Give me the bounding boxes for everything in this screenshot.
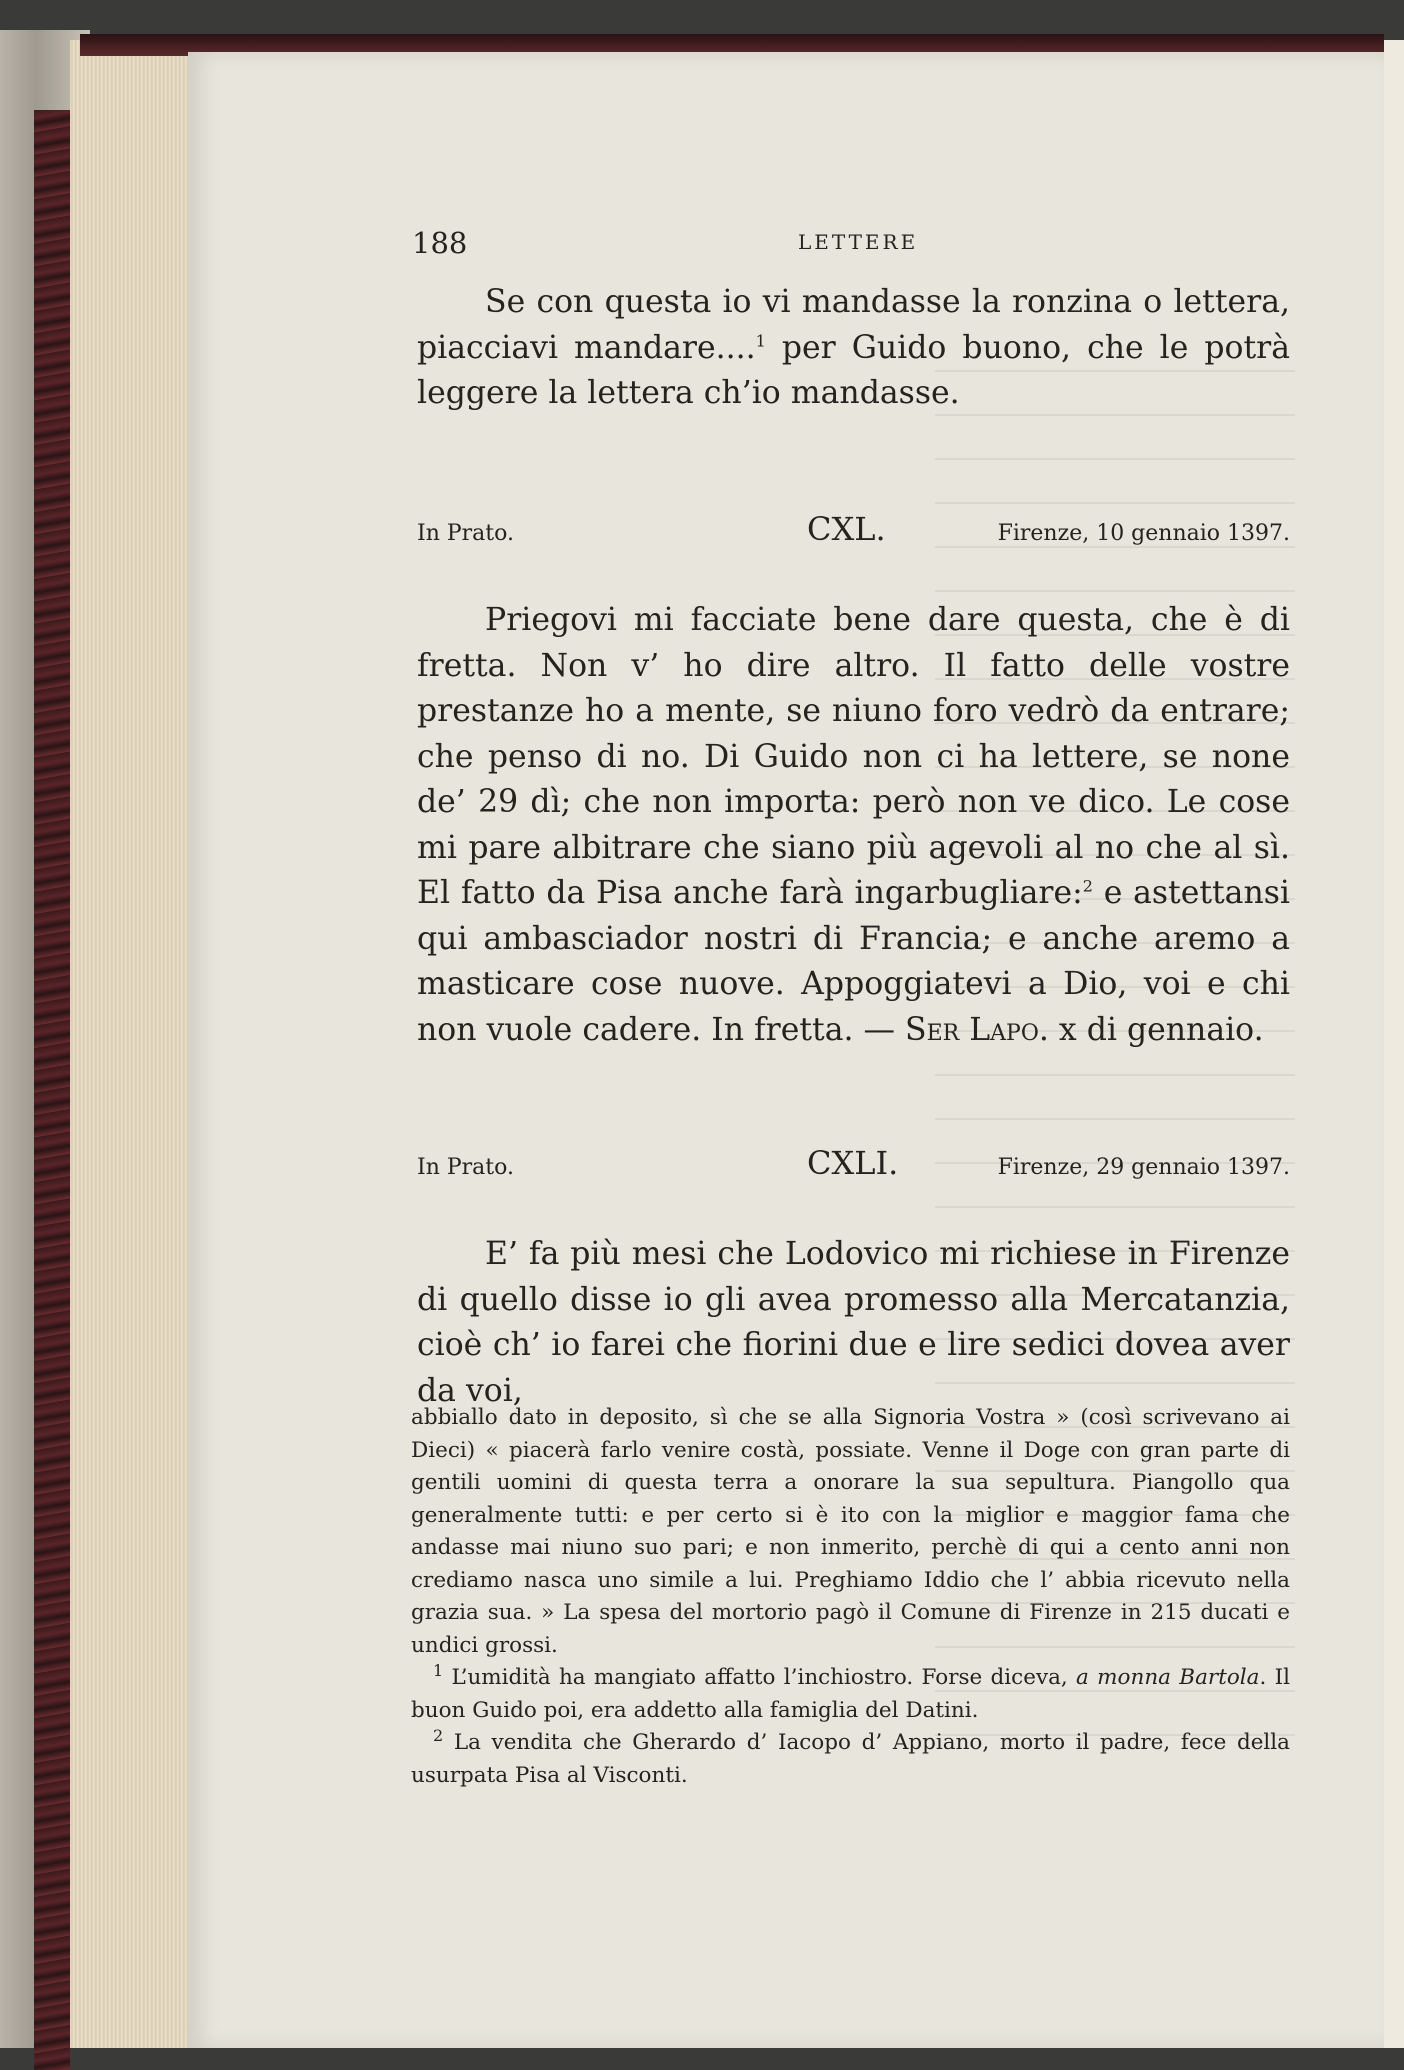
opening-paragraph [417,280,1290,417]
footnote-1 [411,1662,1290,1727]
marbled-cover-edge [34,110,70,2070]
footnote-continuation: abbiallo dato in deposito, sì che se alla Signoria Vostra » (così scrivevano ai Dieci) « piacerà farlo venire costà, possiate. Venne il Doge con gran parte di gentili uomini di questa terra a onorare la sua sepultura. Piangollo qua generalmente tutti: e per certo si è ito con la miglior e maggior fama che andasse mai niuno suo pari; e non inmerito, perchè di qui a cento anni non crediamo nasca uno simile a lui. Preghiamo Iddio che l’ abbia ricevuto nella grazia sua. » La spesa del mortorio pagò il Comune di Firenze in 215 ducati e undici grossi. [411,1405,1290,1658]
paragraph-text: Priegovi mi facciate bene dare questa, che è di fretta. Non v’ ho dire altro. Il fatto delle vostre prestanze ho a mente, se niuno foro vedrò da entrare; che penso di no. Di Guido non ci ha lettere, se none de’ 29 dì; che non importa: però non ve dico. Le cose mi pare albitrare che siano più agevoli al no che al sì. El fatto da Pisa anche farà ingarbugliare: [417,602,1290,911]
letter-date: Firenze, 29 gennaio 1397. [997,1155,1290,1180]
letter-heading-cxli [417,1142,1290,1182]
letter-number: CXLI. [807,1144,899,1182]
footnote-ref: 2 [1082,876,1093,896]
letter-place: In Prato. [417,1155,514,1180]
footnote-text: L’umidità ha mangiato affatto l’inchiostro. Forse diceva, [443,1665,1077,1690]
paragraph-text: E’ fa più mesi che Lodovico mi richiese in Firenze di quello disse io gli avea promesso alla Mercatanzia, cioè ch’ io farei che fiorini due e lire sedici dovea aver da voi, [417,1236,1290,1409]
footnote-mark: 1 [433,1660,444,1680]
paragraph-text: per Guido buono, che le potrà leggere la lettera ch’io mandasse. [417,329,1290,411]
letter-date: Firenze, 10 gennaio 1397. [997,521,1290,546]
page-block-edges [70,40,192,2048]
running-head: LETTERE [798,230,919,254]
letter-cxli-text [417,1232,1290,1414]
letter-heading-cxl [417,508,1290,548]
paragraph-text: Se con questa io vi mandasse la ronzina o lettera, piacciavi mandare.... [417,284,1290,366]
footnote-text: La vendita che Gherardo d’ Iacopo d’ Appiano, morto il padre, fece della usurpata Pisa al Visconti. [411,1730,1290,1788]
paragraph-text: e astettansi qui ambasciador nostri di Francia; e anche aremo a masticare cose nuove. Appoggiatevi a Dio, voi e chi non vuole cadere. In fretta. — [417,875,1290,1048]
closing: x di gennaio. [1048,1011,1264,1048]
footnote-ref: 1 [755,331,766,350]
letter-cxl-text [417,598,1290,1053]
footnotes [411,1402,1290,1792]
letter-place: In Prato. [417,521,514,546]
footnote-mark: 2 [433,1725,444,1745]
footnote-2 [411,1727,1290,1792]
letter-number: CXL. [807,510,886,548]
facing-page-edge [1384,40,1404,2048]
signature: Ser Lapo. [905,1011,1049,1048]
footnote-italic: a monna Bartola [1076,1665,1260,1690]
page-number: 188 [412,226,468,260]
footnote-text: . Il buon Guido poi, era addetto alla famiglia del Datini. [411,1665,1290,1723]
